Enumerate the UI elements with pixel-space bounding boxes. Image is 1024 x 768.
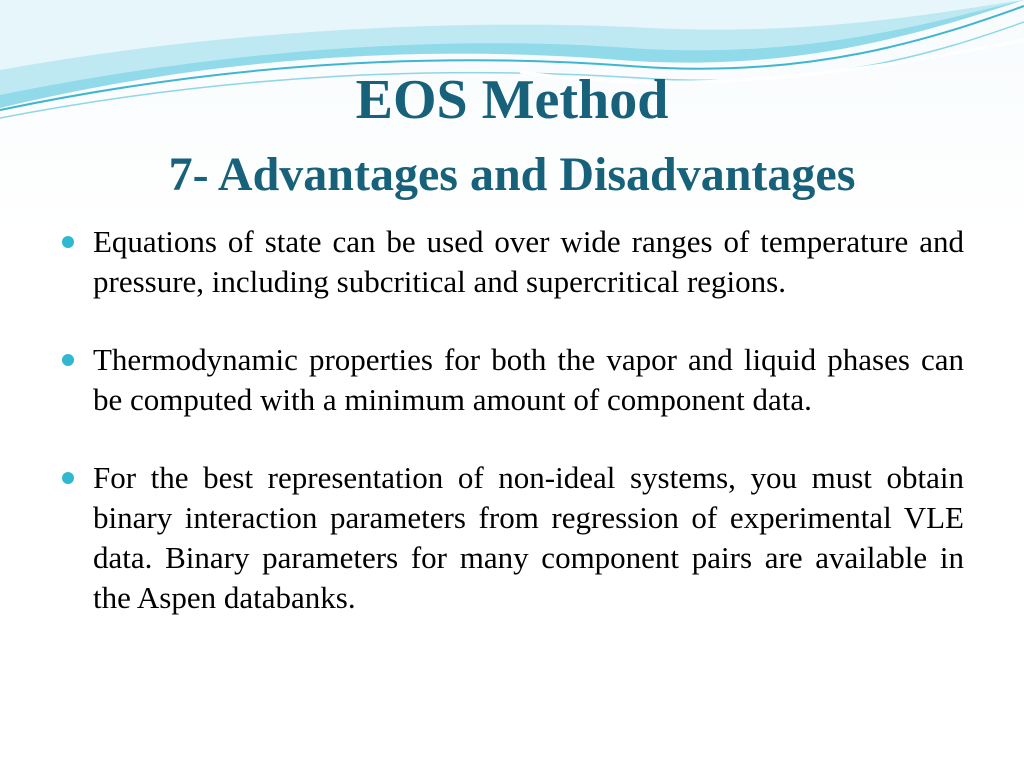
bullet-marker-icon	[62, 236, 74, 248]
slide-title: EOS Method	[355, 69, 669, 131]
slide-subtitle: 7- Advantages and Disadvantages	[168, 148, 856, 201]
bullet-text: Thermodynamic properties for both the vapor and liquid phases can be computed with a minimum amount of component data.	[93, 342, 964, 417]
bullet-item	[62, 458, 964, 618]
bullet-list	[62, 222, 964, 656]
bullet-marker-icon	[62, 354, 74, 366]
bullet-text: For the best representation of non-ideal systems, you must obtain binary interaction parameters from regression of experimental VLE data. Binary parameters for many component pairs are available in the Aspen databanks.	[93, 460, 964, 615]
bullet-item	[62, 340, 964, 420]
bullet-text: Equations of state can be used over wide ranges of temperature and pressure, including subcritical and supercritical regions.	[93, 224, 964, 299]
bullet-marker-icon	[62, 472, 74, 484]
bullet-item	[62, 222, 964, 302]
